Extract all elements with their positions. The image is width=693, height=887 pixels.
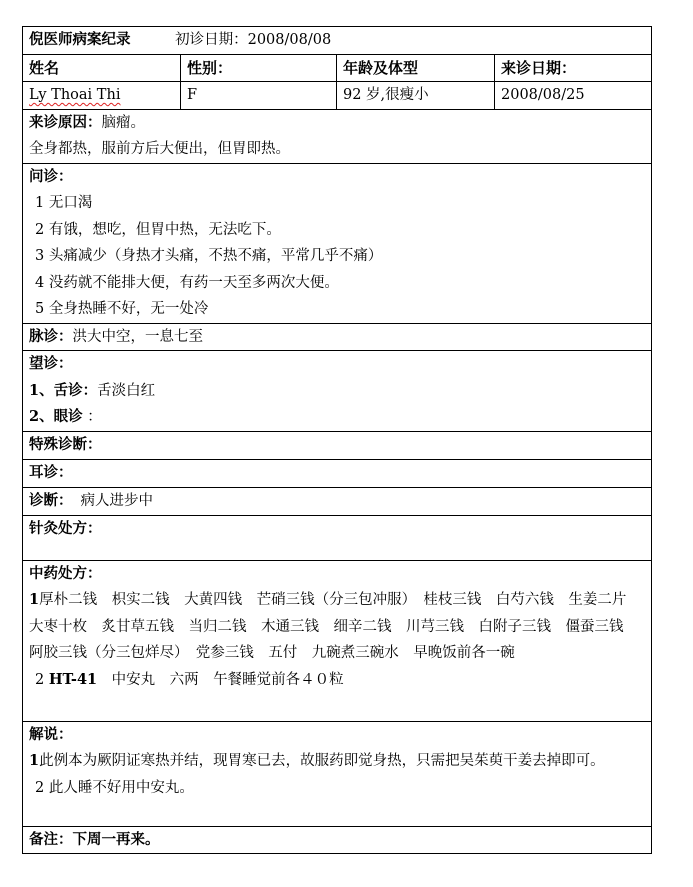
tongue-label: 1、舌诊： [29, 381, 98, 399]
observation-row [23, 351, 652, 432]
patient-name: Ly Thoai Thi [29, 87, 121, 103]
inquiry-item-4: 4 没药就不能排大便，有药一天至多两次大便。 [35, 274, 339, 291]
herbal-rx-1-text: 厚朴二钱 枳实二钱 大黄四钱 芒硝三钱（分三包冲服） 桂枝三钱 白芍六钱 生姜二片 大枣十枚 炙甘草五钱 当归二钱 木通三钱 细辛二钱 川芎三钱 白附子三钱 僵蚕三钱 阿胶三钱（分三包烊尽） 党参三钱 五付 九碗煮三碗水 早晚饭前各一碗 [29, 592, 641, 661]
special-label: 特殊诊断： [23, 432, 652, 460]
herbal-rx-2-number: 2 [35, 671, 45, 688]
reason-cell [23, 109, 652, 163]
remarks-label: 备注： [29, 830, 73, 848]
herbal-cell [23, 560, 652, 721]
herbal-rx-2-code: HT-41 [48, 670, 98, 688]
explanation-cell [23, 721, 652, 826]
remarks-row [23, 826, 652, 854]
inquiry-row [23, 163, 652, 323]
diagnosis-cell [23, 488, 652, 516]
explanation-row [23, 721, 652, 826]
pulse-cell [23, 323, 652, 351]
remarks-cell [23, 826, 652, 854]
diagnosis-value: 病人进步中 [80, 493, 153, 509]
diagnosis-label: 诊断： [29, 492, 73, 509]
herbal-rx-1-number: 1 [29, 591, 40, 608]
title-row [23, 27, 652, 55]
tongue-value: 舌淡白红 [97, 382, 156, 399]
inquiry-cell [23, 163, 652, 323]
first-visit-label: 初诊日期： [175, 32, 248, 48]
record-title: 倪医师病案纪录 [29, 31, 131, 48]
remarks-value: 下周一再来。 [72, 830, 160, 848]
patient-name-cell [23, 82, 181, 110]
pulse-label: 脉诊： [29, 327, 73, 345]
reason-label: 来诊原因： [29, 113, 102, 131]
medical-record-page [22, 26, 651, 854]
explanation-item-1 [29, 748, 651, 775]
herbal-label: 中药处方： [29, 564, 102, 582]
inquiry-item-2: 2 有饿，想吃，但胃中热，无法吃下。 [35, 221, 281, 238]
acupuncture-label: 针灸处方： [23, 515, 652, 560]
explanation-label: 解说： [29, 725, 73, 743]
explanation-item-1-text: 此例本为厥阴证寒热并结，现胃寒已去，故服药即觉身热，只需把吴茱萸干姜去掉即可。 [39, 753, 605, 769]
header-row [23, 54, 652, 82]
inquiry-item-1: 1 无口渴 [35, 195, 93, 211]
header-sex: 性别： [181, 54, 337, 82]
eye-label: 2、眼诊 [29, 408, 83, 425]
ear-label: 耳诊： [23, 460, 652, 488]
observation-cell [23, 351, 652, 432]
herbal-row [23, 560, 652, 721]
first-visit-date: 2008/08/08 [247, 32, 332, 48]
herbal-rx-2 [29, 667, 651, 694]
pulse-row [23, 323, 652, 351]
reason-row [23, 109, 652, 163]
title-cell [23, 27, 652, 55]
explanation-item-1-number: 1 [29, 752, 40, 769]
inquiry-label: 问诊： [29, 167, 73, 185]
pulse-value: 洪大中空，一息七至 [72, 328, 203, 345]
header-visit-date: 来诊日期： [495, 54, 652, 82]
medical-record-table [22, 26, 652, 854]
acupuncture-row [23, 515, 652, 560]
patient-visit-date: 2008/08/25 [495, 82, 652, 110]
inquiry-item-3: 3 头痛减少（身热才头痛，不热不痛，平常几乎不痛） [35, 248, 383, 264]
patient-row [23, 82, 652, 110]
reason-detail: 全身都热，服前方后大便出，但胃即热。 [29, 141, 290, 157]
header-name: 姓名 [23, 54, 181, 82]
inquiry-item-5: 5 全身热睡不好，无一处冷 [35, 301, 209, 317]
ear-row [23, 460, 652, 488]
eye-value: ： [87, 409, 102, 425]
herbal-rx-1 [29, 587, 651, 667]
diagnosis-row [23, 488, 652, 516]
patient-age-build: 92 岁,很瘦小 [337, 82, 495, 110]
explanation-item-2: 2 此人睡不好用中安丸。 [35, 779, 194, 796]
reason-value: 脑瘤。 [101, 114, 145, 131]
header-age-build: 年龄及体型 [337, 54, 495, 82]
observation-label: 望诊： [29, 355, 73, 372]
patient-sex: F [181, 82, 337, 110]
special-row [23, 432, 652, 460]
herbal-rx-2-text: 中安丸 六两 午餐睡觉前各４０粒 [97, 671, 344, 688]
